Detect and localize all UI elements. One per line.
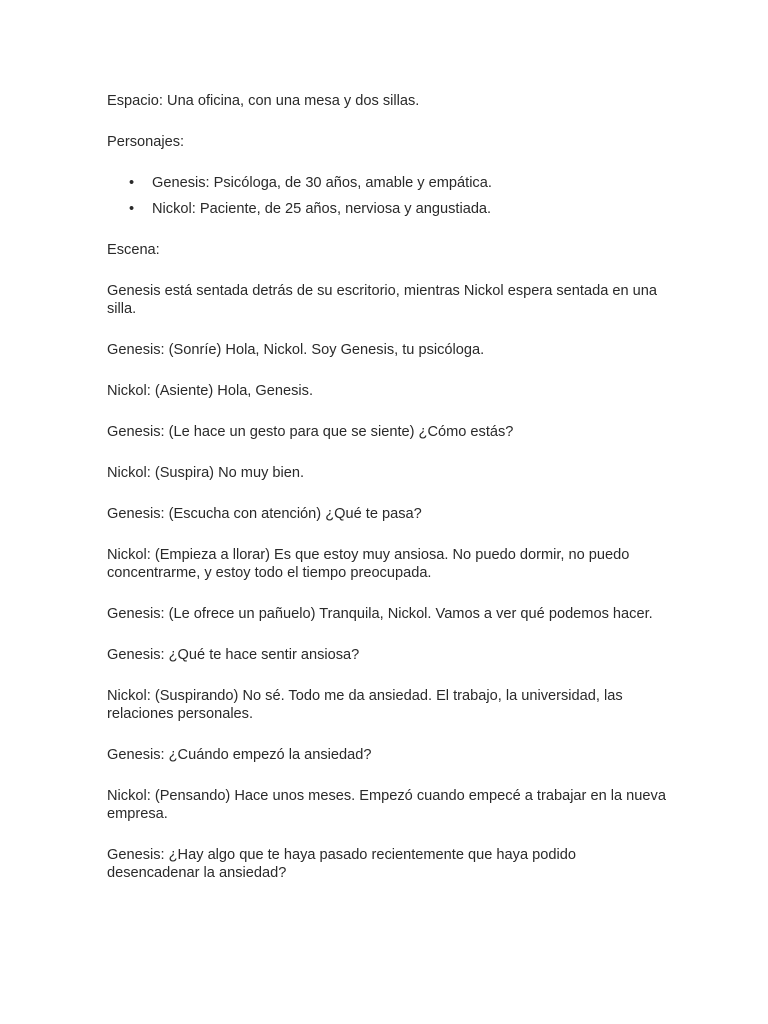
character-nickol: Nickol: Paciente, de 25 años, nerviosa y angustiada. [152, 201, 492, 217]
dialogue-paragraph: Nickol: (Pensando) Hace unos meses. Empezó cuando empecé a trabajar en la nueva empresa. [107, 788, 666, 822]
dialogue-paragraph: Genesis: ¿Cuándo empezó la ansiedad? [107, 747, 372, 763]
space-description: Espacio: Una oficina, con una mesa y dos sillas. [107, 93, 420, 109]
dialogue-paragraph: Genesis: (Escucha con atención) ¿Qué te pasa? [107, 506, 422, 522]
dialogue-paragraph: Genesis está sentada detrás de su escritorio, mientras Nickol espera sentada en una silla. [107, 283, 658, 317]
dialogue-paragraph: Nickol: (Asiente) Hola, Genesis. [107, 383, 314, 399]
dialogue-paragraph: Nickol: (Empieza a llorar) Es que estoy muy ansiosa. No puedo dormir, no puedo concentrarme, y estoy todo el tiempo preocupada. [107, 547, 630, 581]
bullet-icon: • [129, 175, 135, 191]
dialogue-paragraph: Nickol: (Suspira) No muy bien. [107, 465, 305, 481]
character-genesis: Genesis: Psicóloga, de 30 años, amable y empática. [152, 175, 492, 191]
dialogue-paragraph: Nickol: (Suspirando) No sé. Todo me da ansiedad. El trabajo, la universidad, las relaciones personales. [107, 688, 623, 722]
bullet-icon: • [129, 201, 135, 217]
dialogue-paragraph: Genesis: ¿Hay algo que te haya pasado recientemente que haya podido desencadenar la ansiedad? [107, 847, 576, 881]
characters-list [107, 174, 667, 218]
document-page [107, 92, 667, 905]
dialogue-paragraph: Genesis: (Le ofrece un pañuelo) Tranquila, Nickol. Vamos a ver qué podemos hacer. [107, 606, 653, 622]
dialogue-paragraph: Genesis: ¿Qué te hace sentir ansiosa? [107, 647, 360, 663]
characters-heading: Personajes: [107, 134, 185, 150]
dialogue-paragraph: Genesis: (Sonríe) Hola, Nickol. Soy Genesis, tu psicóloga. [107, 342, 485, 358]
list-item [107, 200, 667, 218]
scene-heading: Escena: [107, 242, 160, 258]
list-item [107, 174, 667, 192]
dialogue-paragraph: Genesis: (Le hace un gesto para que se siente) ¿Cómo estás? [107, 424, 514, 440]
